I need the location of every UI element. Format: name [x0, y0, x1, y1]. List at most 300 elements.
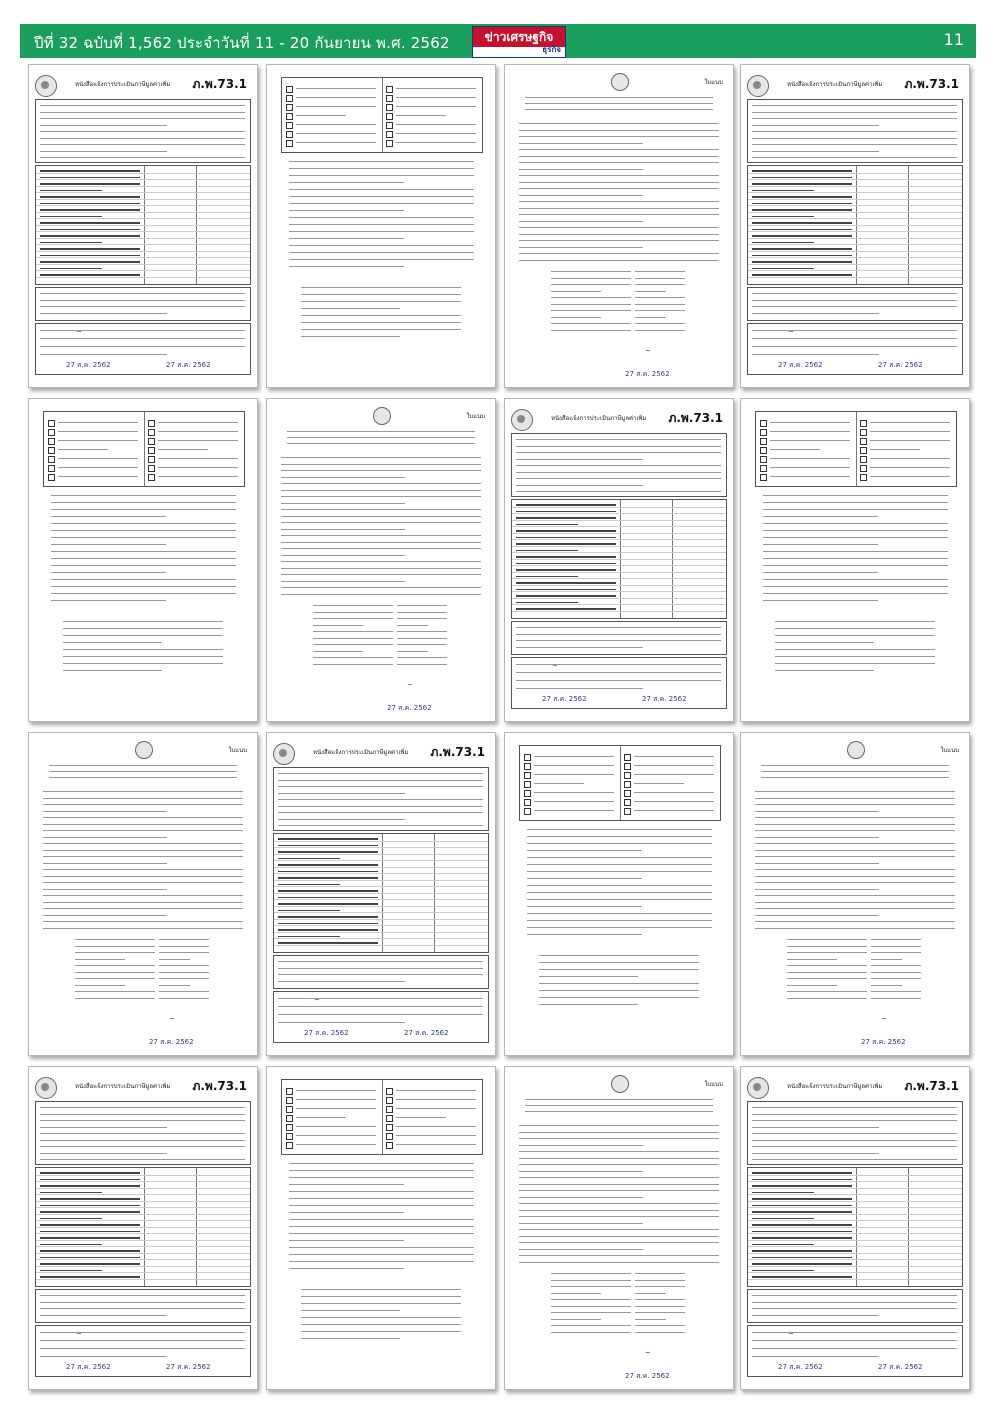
- text-line: [752, 157, 957, 158]
- text-line: [519, 240, 719, 241]
- text-line: [281, 464, 481, 465]
- text-line: [40, 1192, 102, 1194]
- text-line: [40, 144, 245, 145]
- text-line: [516, 672, 721, 673]
- table-rule: [748, 1201, 962, 1202]
- document-scan: [504, 64, 734, 388]
- text-line: [516, 563, 616, 565]
- text-line: [397, 651, 428, 652]
- text-line: [278, 864, 378, 866]
- text-line: [51, 551, 236, 552]
- text-line: [635, 330, 685, 331]
- text-line: [752, 138, 957, 139]
- text-line: [635, 317, 666, 318]
- table-rule: [748, 205, 962, 206]
- text-line: [396, 1126, 476, 1127]
- text-line: [770, 476, 850, 477]
- table-rule: [748, 1246, 962, 1247]
- text-line: [534, 792, 614, 793]
- text-line: [40, 1198, 140, 1200]
- text-line: [301, 287, 461, 288]
- checkbox-icon: [524, 790, 531, 797]
- text-line: [289, 1170, 474, 1171]
- table-rule: [36, 218, 250, 219]
- text-line: [870, 458, 950, 459]
- text-line: [43, 882, 243, 883]
- text-line: [51, 544, 166, 545]
- text-line: [775, 656, 935, 657]
- text-line: [40, 346, 245, 347]
- text-line: [519, 1158, 719, 1159]
- checkbox-icon: [386, 1106, 393, 1113]
- table-rule: [36, 264, 250, 265]
- text-line: [40, 1205, 140, 1207]
- table-rule: [748, 1253, 962, 1254]
- text-line: [278, 968, 483, 969]
- text-line: [525, 1105, 713, 1106]
- text-line: [158, 431, 238, 432]
- text-line: [752, 1237, 852, 1239]
- checkbox-icon: [286, 1124, 293, 1131]
- text-line: [40, 1356, 167, 1357]
- text-line: [516, 576, 578, 578]
- text-line: [278, 812, 483, 813]
- text-line: [519, 136, 719, 137]
- text-line: [551, 1332, 631, 1333]
- text-line: [519, 247, 643, 248]
- text-line: [635, 310, 685, 311]
- checkbox-icon: [524, 754, 531, 761]
- checkbox-icon: [286, 1133, 293, 1140]
- checkbox-icon: [148, 465, 155, 472]
- text-line: [763, 516, 878, 517]
- table-rule: [274, 873, 488, 874]
- checkbox-icon: [386, 104, 393, 111]
- text-line: [313, 664, 393, 665]
- text-line: [755, 928, 955, 929]
- text-line: [40, 1302, 245, 1303]
- text-line: [763, 495, 948, 496]
- checkbox-icon: [286, 1106, 293, 1113]
- text-line: [525, 103, 713, 104]
- text-line: [40, 190, 102, 192]
- text-line: [527, 836, 712, 837]
- text-line: [278, 942, 378, 944]
- text-line: [40, 235, 140, 237]
- checkbox-icon: [624, 763, 631, 770]
- text-line: [40, 1133, 245, 1134]
- text-line: [551, 1319, 601, 1320]
- text-line: [296, 106, 376, 107]
- text-line: [871, 939, 921, 940]
- checkbox-icon: [860, 447, 867, 454]
- text-line: [278, 806, 483, 807]
- text-line: [752, 196, 852, 198]
- text-line: [313, 631, 393, 632]
- text-line: [281, 548, 481, 549]
- signature: ~: [881, 1015, 887, 1023]
- signature-box: [35, 323, 251, 375]
- document-scan: [266, 64, 496, 388]
- text-line: [752, 300, 957, 301]
- document-scan: [28, 398, 258, 722]
- text-line: [775, 649, 935, 650]
- checkbox-icon: [524, 772, 531, 779]
- text-line: [763, 558, 948, 559]
- text-line: [289, 196, 474, 197]
- text-line: [634, 801, 714, 802]
- table-rule: [36, 186, 250, 187]
- text-line: [278, 981, 405, 982]
- attachment-label: ใบแนบ: [704, 79, 723, 86]
- text-line: [278, 890, 378, 892]
- text-line: [278, 884, 340, 886]
- text-line: [527, 857, 712, 858]
- text-line: [755, 804, 955, 805]
- text-line: [516, 634, 721, 635]
- form-footer-box: [747, 287, 963, 321]
- table-rule: [274, 847, 488, 848]
- form-footer-box: [747, 1289, 963, 1323]
- text-line: [770, 449, 820, 450]
- text-line: [635, 291, 666, 292]
- text-line: [278, 998, 483, 999]
- checkbox-icon: [760, 474, 767, 481]
- table-rule: [274, 932, 488, 933]
- table-rule: [512, 591, 726, 592]
- text-line: [51, 509, 236, 510]
- text-line: [40, 1140, 245, 1141]
- text-line: [871, 972, 921, 973]
- text-line: [278, 1014, 483, 1015]
- text-line: [755, 817, 955, 818]
- text-line: [58, 458, 138, 459]
- text-line: [313, 612, 393, 613]
- text-line: [289, 1268, 404, 1269]
- text-line: [527, 899, 712, 900]
- text-line: [516, 491, 721, 492]
- text-line: [752, 1315, 879, 1316]
- table-rule: [36, 192, 250, 193]
- text-line: [278, 974, 483, 975]
- text-line: [63, 663, 223, 664]
- text-line: [752, 1340, 957, 1341]
- document-scan: [504, 732, 734, 1056]
- checkbox-icon: [48, 429, 55, 436]
- box-divider: [382, 1080, 383, 1154]
- table-rule: [36, 1207, 250, 1208]
- text-line: [281, 503, 405, 504]
- text-line: [278, 773, 483, 774]
- text-line: [75, 985, 125, 986]
- text-line: [278, 923, 378, 925]
- text-line: [396, 88, 476, 89]
- text-line: [752, 346, 957, 347]
- text-line: [301, 294, 461, 295]
- table-rule: [512, 559, 726, 560]
- text-line: [40, 216, 102, 218]
- text-line: [396, 1099, 476, 1100]
- text-line: [301, 315, 461, 316]
- text-line: [40, 1340, 245, 1341]
- text-line: [40, 1250, 140, 1252]
- text-line: [519, 1151, 719, 1152]
- checkbox-icon: [386, 122, 393, 129]
- table-rule: [274, 899, 488, 900]
- text-line: [43, 921, 243, 922]
- form-footer-box: [35, 1289, 251, 1323]
- text-line: [158, 467, 238, 468]
- checkbox-icon: [386, 113, 393, 120]
- text-line: [752, 1218, 814, 1220]
- text-line: [516, 688, 643, 689]
- text-line: [752, 1348, 957, 1349]
- table-rule: [748, 186, 962, 187]
- text-line: [397, 605, 447, 606]
- text-line: [775, 663, 935, 664]
- text-line: [40, 209, 140, 211]
- text-line: [752, 1107, 957, 1108]
- checkbox-icon: [386, 1124, 393, 1131]
- text-line: [787, 965, 867, 966]
- text-line: [296, 1090, 376, 1091]
- checkbox-icon: [48, 447, 55, 454]
- text-line: [870, 467, 950, 468]
- text-line: [396, 115, 446, 116]
- text-line: [763, 530, 948, 531]
- text-line: [51, 600, 166, 601]
- text-line: [289, 182, 404, 183]
- text-line: [752, 354, 879, 355]
- document-scan: [28, 64, 258, 388]
- table-rule: [748, 270, 962, 271]
- text-line: [40, 1218, 102, 1220]
- text-line: [539, 962, 699, 963]
- text-line: [516, 556, 616, 558]
- text-line: [755, 882, 955, 883]
- checkbox-icon: [760, 438, 767, 445]
- text-line: [752, 190, 814, 192]
- text-line: [40, 248, 140, 250]
- attachment-label: ใบแนบ: [228, 747, 247, 754]
- text-line: [301, 301, 461, 302]
- text-line: [296, 1144, 376, 1145]
- text-line: [289, 1212, 404, 1213]
- text-line: [159, 978, 209, 979]
- text-line: [289, 210, 404, 211]
- text-line: [516, 664, 721, 665]
- form-header-box: [511, 433, 727, 497]
- text-line: [281, 542, 481, 543]
- text-line: [159, 965, 209, 966]
- text-line: [787, 998, 867, 999]
- table-rule: [512, 598, 726, 599]
- text-line: [397, 625, 428, 626]
- text-line: [755, 889, 879, 890]
- text-line: [755, 798, 955, 799]
- text-line: [40, 1146, 245, 1147]
- text-line: [519, 1236, 719, 1237]
- text-line: [752, 1185, 852, 1187]
- text-line: [752, 1295, 957, 1296]
- form-code: ภ.พ.73.1: [430, 745, 485, 759]
- text-line: [551, 304, 631, 305]
- text-line: [289, 238, 404, 239]
- text-line: [289, 1184, 404, 1185]
- text-line: [752, 144, 957, 145]
- table-rule: [512, 604, 726, 605]
- text-line: [787, 959, 837, 960]
- text-line: [752, 293, 957, 294]
- checkbox-icon: [286, 140, 293, 147]
- text-line: [516, 478, 721, 479]
- text-line: [519, 1177, 719, 1178]
- text-line: [516, 465, 721, 466]
- table-rule: [748, 244, 962, 245]
- text-line: [551, 278, 631, 279]
- text-line: [397, 664, 447, 665]
- text-line: [301, 1289, 461, 1290]
- text-line: [763, 572, 878, 573]
- date-stamp: 27 ส.ค. 2562: [778, 1363, 823, 1371]
- text-line: [752, 1198, 852, 1200]
- text-line: [870, 440, 950, 441]
- table-rule: [36, 231, 250, 232]
- form-footer-box: [35, 287, 251, 321]
- text-line: [527, 850, 642, 851]
- text-line: [301, 336, 400, 337]
- table-rule: [748, 1188, 962, 1189]
- text-line: [313, 657, 393, 658]
- text-line: [289, 1219, 474, 1220]
- text-line: [534, 756, 614, 757]
- text-line: [40, 1120, 245, 1121]
- text-line: [752, 1224, 852, 1226]
- text-line: [43, 811, 167, 812]
- attachment-label: ใบแนบ: [704, 1081, 723, 1088]
- text-line: [519, 1171, 643, 1172]
- signature: ~: [552, 662, 558, 670]
- checkbox-icon: [760, 420, 767, 427]
- checklist-box: [43, 411, 245, 487]
- text-line: [775, 670, 874, 671]
- text-line: [525, 109, 713, 110]
- text-line: [51, 530, 236, 531]
- signature-box: [511, 657, 727, 709]
- table-rule: [36, 205, 250, 206]
- table-rule: [274, 854, 488, 855]
- text-line: [281, 535, 481, 536]
- text-line: [527, 934, 642, 935]
- text-line: [775, 635, 935, 636]
- garuda-emblem-icon: [611, 73, 629, 91]
- text-line: [519, 1184, 719, 1185]
- text-line: [40, 105, 245, 106]
- document-scan: [740, 1066, 970, 1390]
- text-line: [281, 509, 481, 510]
- document-scan: [266, 732, 496, 1056]
- text-line: [40, 125, 167, 126]
- text-line: [63, 635, 223, 636]
- text-line: [40, 1244, 102, 1246]
- table-rule: [36, 225, 250, 226]
- text-line: [289, 259, 474, 260]
- text-line: [278, 897, 378, 899]
- form-heading: หนังสือแจ้งการประเมินภาษีมูลค่าเพิ่ม: [551, 415, 647, 422]
- text-line: [755, 869, 955, 870]
- table-rule: [748, 199, 962, 200]
- table-rule: [36, 244, 250, 245]
- checkbox-icon: [386, 1133, 393, 1140]
- text-line: [752, 1302, 957, 1303]
- text-line: [58, 431, 138, 432]
- text-line: [634, 783, 684, 784]
- text-line: [397, 657, 447, 658]
- text-line: [278, 825, 483, 826]
- text-line: [755, 824, 955, 825]
- table-rule: [274, 886, 488, 887]
- text-line: [313, 605, 393, 606]
- text-line: [63, 670, 162, 671]
- garuda-emblem-icon: [511, 409, 533, 431]
- text-line: [63, 621, 223, 622]
- text-line: [551, 271, 631, 272]
- text-line: [159, 939, 209, 940]
- text-line: [281, 470, 481, 471]
- text-line: [519, 162, 719, 163]
- form-heading: หนังสือแจ้งการประเมินภาษีมูลค่าเพิ่ม: [787, 1083, 883, 1090]
- signature-box: [273, 991, 489, 1043]
- text-line: [281, 490, 481, 491]
- text-line: [516, 595, 616, 597]
- text-line: [289, 1177, 474, 1178]
- date-stamp: 27 ส.ค. 2562: [404, 1029, 449, 1037]
- text-line: [287, 443, 475, 444]
- checkbox-icon: [386, 140, 393, 147]
- text-line: [516, 569, 616, 571]
- text-line: [634, 810, 714, 811]
- text-line: [752, 1205, 852, 1207]
- text-line: [539, 955, 699, 956]
- text-line: [519, 1229, 719, 1230]
- table-rule: [36, 199, 250, 200]
- text-line: [396, 97, 476, 98]
- text-line: [43, 824, 243, 825]
- table-rule: [512, 533, 726, 534]
- text-line: [752, 222, 852, 224]
- text-line: [301, 1338, 400, 1339]
- checkbox-icon: [148, 447, 155, 454]
- checkbox-icon: [286, 95, 293, 102]
- text-line: [634, 792, 714, 793]
- table-rule: [748, 225, 962, 226]
- text-line: [534, 783, 584, 784]
- form-code: ภ.พ.73.1: [668, 411, 723, 425]
- checkbox-icon: [386, 86, 393, 93]
- text-line: [539, 969, 699, 970]
- text-line: [770, 440, 850, 441]
- text-line: [527, 892, 712, 893]
- text-line: [313, 638, 393, 639]
- issue-title: ปีที่ 32 ฉบับที่ 1,562 ประจำวันที่ 11 - 20 กันยายน พ.ศ. 2562: [34, 34, 450, 52]
- signature: ~: [788, 328, 794, 336]
- text-line: [40, 1270, 102, 1272]
- text-line: [159, 952, 209, 953]
- text-line: [752, 1114, 957, 1115]
- text-line: [278, 903, 378, 905]
- text-line: [40, 177, 140, 179]
- table-rule: [748, 1266, 962, 1267]
